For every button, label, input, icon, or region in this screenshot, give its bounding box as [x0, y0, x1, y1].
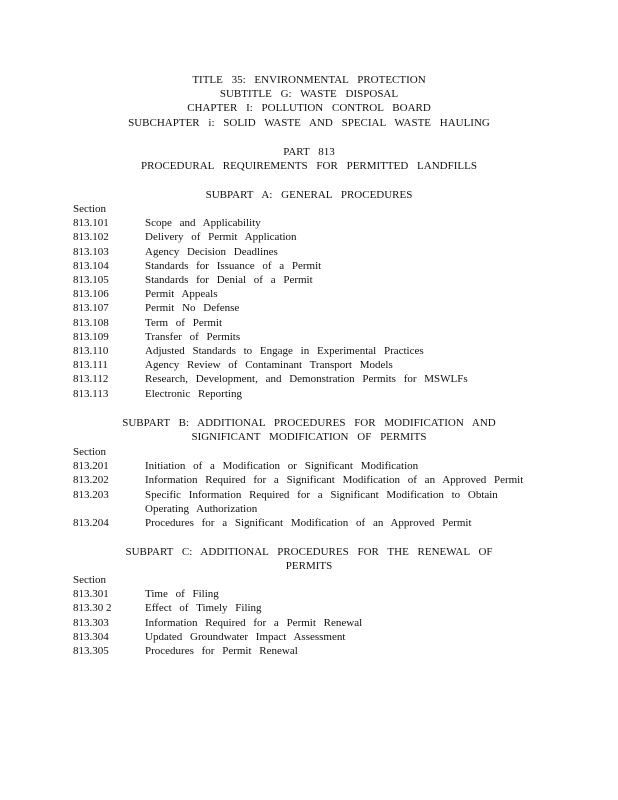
- subpart-c-sections: [73, 573, 543, 658]
- section-row: [73, 216, 543, 230]
- section-row: [73, 358, 543, 372]
- section-list: [73, 216, 543, 401]
- chapter-line: CHAPTER I: POLLUTION CONTROL BOARD: [187, 102, 431, 115]
- section-row: [73, 516, 543, 530]
- subpart-c-title-line2: PERMITS: [285, 560, 333, 573]
- section-title: Information Required for a Permit Renewal: [145, 616, 363, 629]
- section-row: [73, 273, 543, 287]
- section-title: Updated Groundwater Impact Assessment: [145, 630, 346, 643]
- section-number: 813.203: [73, 488, 109, 501]
- section-number: 813.201: [73, 460, 109, 473]
- section-number: 813.104: [73, 259, 109, 272]
- section-row: [73, 630, 543, 644]
- section-number: 813.108: [73, 316, 109, 329]
- document-header: [0, 73, 618, 130]
- section-row: [73, 245, 543, 259]
- section-row: [73, 459, 543, 473]
- section-row: [73, 387, 543, 401]
- section-title: Delivery of Permit Application: [145, 231, 297, 244]
- section-row: [73, 601, 543, 615]
- section-number: 813.202: [73, 474, 109, 487]
- part-number: PART 813: [283, 146, 335, 158]
- subpart-b-sections: [73, 445, 543, 530]
- section-number: 813.105: [73, 274, 109, 287]
- section-title: Research, Development, and Demonstration Permits for MSWLFs: [145, 373, 468, 386]
- section-title: Procedures for Permit Renewal: [145, 645, 298, 658]
- section-number: 813.305: [73, 645, 109, 658]
- subpart-b-title-line2: SIGNIFICANT MODIFICATION OF PERMITS: [191, 431, 427, 444]
- section-title: Electronic Reporting: [145, 387, 242, 400]
- section-row: [73, 488, 543, 516]
- section-number: 813.301: [73, 588, 109, 601]
- subchapter-line: SUBCHAPTER i: SOLID WASTE AND SPECIAL WASTE HAULING: [128, 116, 490, 129]
- section-number: 813.204: [73, 517, 109, 530]
- subpart-b-title-line1: SUBPART B: ADDITIONAL PROCEDURES FOR MODIFICATION AND: [122, 417, 496, 429]
- section-label: Section: [73, 203, 106, 215]
- section-number: 813.112: [73, 373, 109, 386]
- section-title: Information Required for a Significant Modification of an Approved Permit: [145, 474, 524, 487]
- subpart-c-title-line1: SUBPART C: ADDITIONAL PROCEDURES FOR THE RENEWAL OF: [125, 546, 493, 558]
- section-number: 813.101: [73, 217, 109, 230]
- section-row: [73, 259, 543, 273]
- section-title: Permit No Defense: [145, 302, 240, 315]
- section-row: [73, 230, 543, 244]
- section-number: 813.102: [73, 231, 109, 244]
- section-number: 813.111: [73, 359, 108, 372]
- section-title: Scope and Applicability: [145, 217, 261, 230]
- subtitle-line: SUBTITLE G: WASTE DISPOSAL: [219, 88, 399, 101]
- section-title: Specific Information Required for a Significant Modification to Obtain Operating Authorization: [145, 488, 498, 515]
- section-row: [73, 372, 543, 386]
- section-row: [73, 587, 543, 601]
- section-label: Section: [73, 574, 106, 586]
- part-heading: [0, 145, 618, 173]
- section-number: 813.30 2: [73, 602, 112, 615]
- section-list: [73, 459, 543, 530]
- section-row: [73, 473, 543, 487]
- section-title: Standards for Denial of a Permit: [145, 274, 313, 287]
- subpart-a-title: SUBPART A: GENERAL PROCEDURES: [205, 189, 413, 201]
- section-row: [73, 316, 543, 330]
- section-title: Agency Decision Deadlines: [145, 245, 278, 258]
- section-row: [73, 287, 543, 301]
- section-title: Time of Filing: [145, 588, 219, 601]
- section-number: 813.107: [73, 302, 109, 315]
- title-line: TITLE 35: ENVIRONMENTAL PROTECTION: [192, 74, 426, 86]
- section-title: Effect of Timely Filing: [145, 602, 262, 615]
- section-row: [73, 330, 543, 344]
- section-title: Adjusted Standards to Engage in Experimental Practices: [145, 345, 424, 358]
- subpart-a-heading: [0, 188, 618, 202]
- section-title: Standards for Issuance of a Permit: [145, 259, 322, 272]
- section-title: Term of Permit: [145, 316, 223, 329]
- section-number: 813.304: [73, 630, 109, 643]
- part-title: PROCEDURAL REQUIREMENTS FOR PERMITTED LANDFILLS: [141, 160, 477, 173]
- section-row: [73, 616, 543, 630]
- section-title: Permit Appeals: [145, 288, 218, 301]
- section-row: [73, 301, 543, 315]
- section-number: 813.113: [73, 387, 109, 400]
- section-title: Transfer of Permits: [145, 330, 241, 343]
- section-number: 813.103: [73, 245, 109, 258]
- section-title: Agency Review of Contaminant Transport Models: [145, 359, 393, 372]
- section-number: 813.303: [73, 616, 109, 629]
- section-title: Initiation of a Modification or Significant Modification: [145, 460, 419, 473]
- section-number: 813.106: [73, 288, 109, 301]
- section-label: Section: [73, 446, 106, 458]
- section-title: Procedures for a Significant Modification of an Approved Permit: [145, 517, 472, 530]
- section-number: 813.109: [73, 330, 109, 343]
- subpart-a-sections: [73, 202, 543, 401]
- section-row: [73, 644, 543, 658]
- section-number: 813.110: [73, 345, 109, 358]
- section-row: [73, 344, 543, 358]
- subpart-b-heading: [0, 416, 618, 444]
- subpart-c-heading: [0, 545, 618, 573]
- section-list: [73, 587, 543, 658]
